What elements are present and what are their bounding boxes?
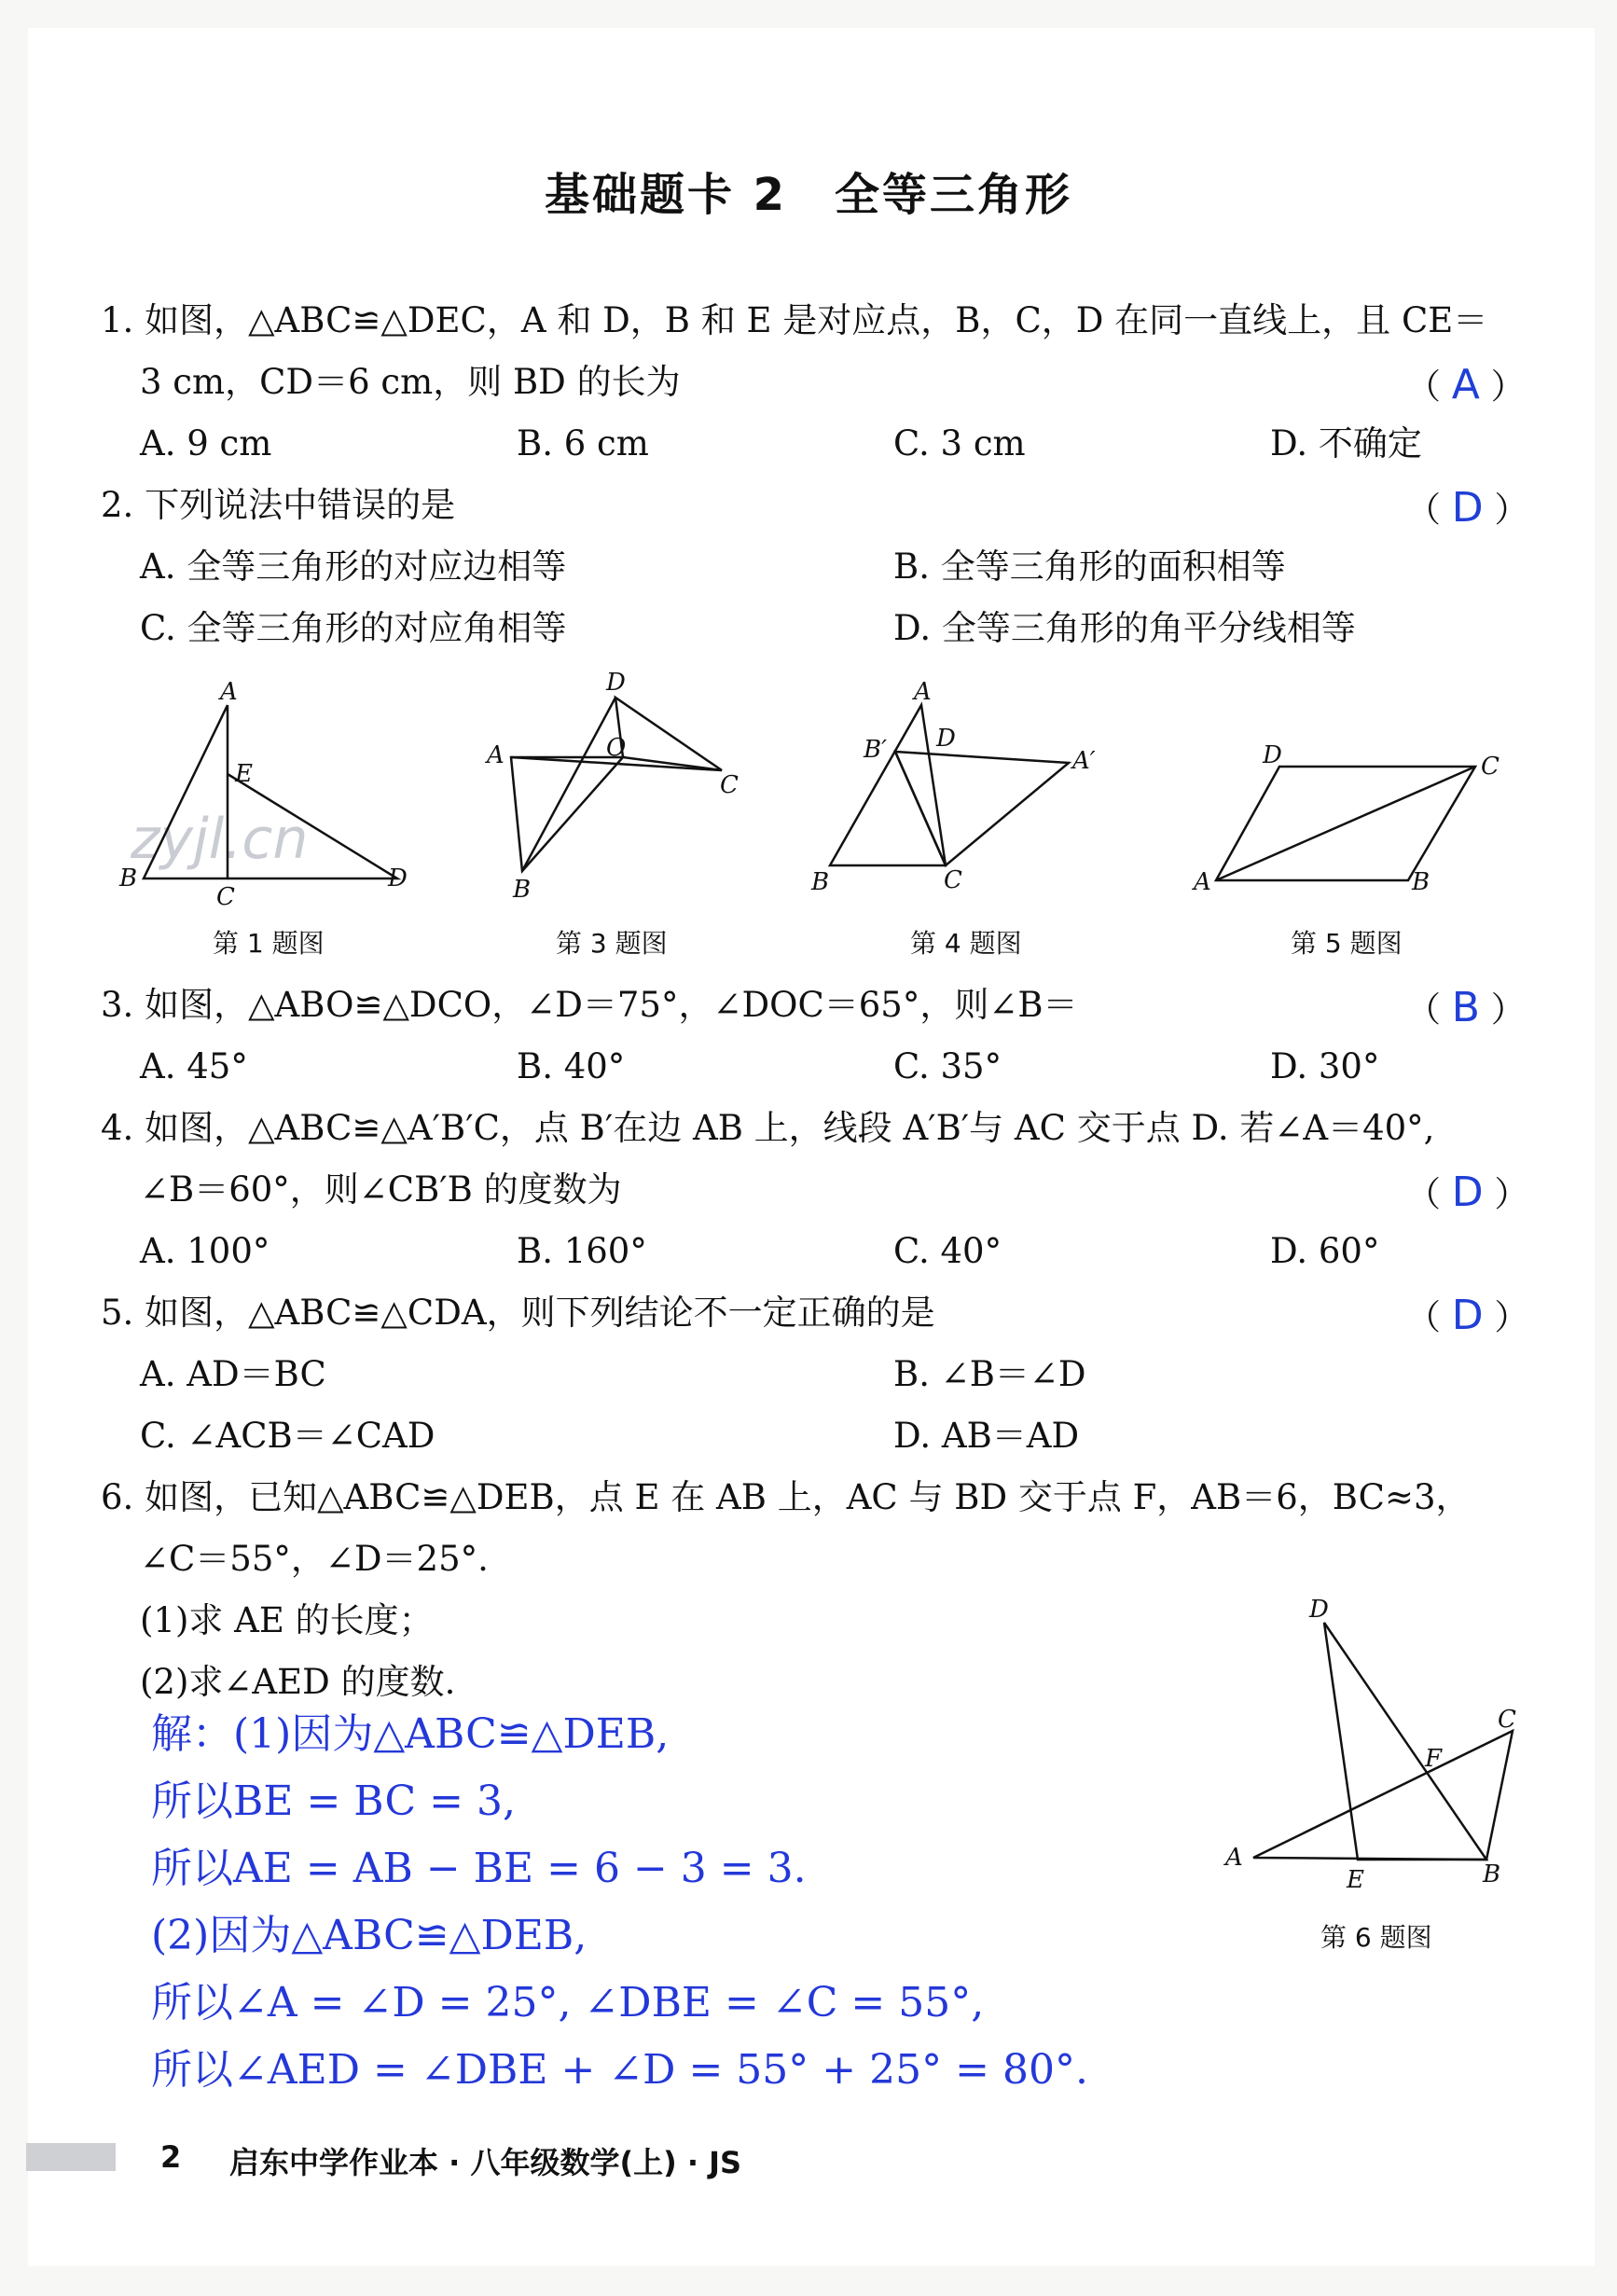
triangle-abc bbox=[830, 705, 946, 865]
figure-4-caption: 第 4 题图 bbox=[910, 928, 1022, 959]
answer-letter: B bbox=[1451, 984, 1480, 1031]
label-b: B bbox=[119, 864, 138, 892]
q5-option-b: B. ∠B＝∠D bbox=[893, 1354, 1086, 1394]
question-1-answer: （ A ） bbox=[1406, 361, 1526, 408]
answer-letter: D bbox=[1451, 484, 1484, 532]
q3-option-b: B. 40° bbox=[517, 1046, 626, 1086]
question-6-line2: ∠C＝55°，∠D＝25°. bbox=[140, 1539, 489, 1579]
label-a-prime: A′ bbox=[1072, 747, 1096, 775]
question-1-line2: 3 cm，CD＝6 cm，则 BD 的长为 bbox=[140, 362, 681, 402]
label-c: C bbox=[720, 771, 739, 799]
solution-line-5: 所以∠A = ∠D = 25°, ∠DBE = ∠C = 55°, bbox=[151, 1979, 985, 2026]
figure-6 bbox=[1212, 1585, 1529, 1893]
figure-4 bbox=[802, 671, 1119, 914]
question-3-line1: 3. 如图，△ABO≌△DCO，∠D＝75°，∠DOC＝65°，则∠B＝ bbox=[101, 985, 1078, 1025]
question-6-line1: 6. 如图，已知△ABC≌△DEB，点 E 在 AB 上，AC 与 BD 交于点 F，AB＝6，BC≈3， bbox=[101, 1477, 1471, 1517]
answer-letter: D bbox=[1451, 1169, 1484, 1216]
label-b: B bbox=[811, 868, 830, 896]
q4-option-b: B. 160° bbox=[517, 1231, 647, 1271]
label-d: D bbox=[1263, 741, 1282, 769]
question-1-line1: 1. 如图，△ABC≌△DEC，A 和 D，B 和 E 是对应点，B，C，D 在同一直线上，且 CE＝ bbox=[101, 300, 1488, 340]
q1-option-d: D. 不确定 bbox=[1270, 423, 1422, 463]
figure-3-caption: 第 3 题图 bbox=[556, 928, 668, 959]
watermark: zyjl.cn bbox=[131, 807, 309, 872]
solution-line-4: (2)因为△ABC≌△DEB, bbox=[151, 1912, 587, 1959]
label-c: C bbox=[1481, 753, 1500, 781]
triangle-dco bbox=[615, 698, 722, 770]
label-e: E bbox=[1347, 1866, 1364, 1893]
question-4-line1: 4. 如图，△ABC≌△A′B′C，点 B′在边 AB 上，线段 A′B′与 AC 交于点 D. 若∠A＝40°, bbox=[101, 1108, 1435, 1148]
label-c: C bbox=[216, 883, 235, 911]
answer-letter: D bbox=[1451, 1292, 1484, 1339]
q5-option-a: A. AD＝BC bbox=[140, 1354, 326, 1394]
q2-option-d: D. 全等三角形的角平分线相等 bbox=[893, 608, 1356, 648]
solution-line-1: 解：(1)因为△ABC≌△DEB, bbox=[151, 1710, 670, 1758]
figure-5-caption: 第 5 题图 bbox=[1291, 928, 1403, 959]
figure-3 bbox=[466, 662, 774, 914]
question-5-line1: 5. 如图，△ABC≌△CDA，则下列结论不一定正确的是 bbox=[101, 1293, 935, 1333]
solution-line-3: 所以AE = AB − BE = 6 − 3 = 3. bbox=[151, 1845, 807, 1892]
figure-5 bbox=[1175, 737, 1529, 905]
triangle-deb bbox=[1324, 1623, 1486, 1860]
segment-bd bbox=[522, 698, 615, 871]
book-title: 启东中学作业本 · 八年级数学(上) · JS bbox=[229, 2145, 742, 2180]
question-5-answer: （ D ） bbox=[1406, 1292, 1529, 1339]
figure-6-caption: 第 6 题图 bbox=[1320, 1922, 1432, 1953]
label-d: D bbox=[606, 669, 626, 697]
q5-option-c: C. ∠ACB＝∠CAD bbox=[140, 1416, 435, 1456]
footer-gray-bar bbox=[26, 2143, 116, 2171]
page-number: 2 bbox=[160, 2139, 182, 2175]
solution-line-6: 所以∠AED = ∠DBE + ∠D = 55° + 25° = 80°. bbox=[151, 2046, 1088, 2094]
label-a: A bbox=[487, 741, 504, 769]
q4-option-d: D. 60° bbox=[1270, 1231, 1380, 1271]
question-4-answer: （ D ） bbox=[1406, 1169, 1529, 1216]
q2-option-c: C. 全等三角形的对应角相等 bbox=[140, 608, 567, 648]
solution-line-2: 所以BE = BC = 3, bbox=[151, 1777, 516, 1825]
q4-option-c: C. 40° bbox=[893, 1231, 1002, 1271]
q3-option-c: C. 35° bbox=[893, 1046, 1002, 1086]
label-b: B bbox=[513, 876, 532, 904]
q2-option-b: B. 全等三角形的面积相等 bbox=[893, 546, 1286, 587]
question-6-sub1: (1)求 AE 的长度； bbox=[140, 1600, 434, 1640]
figure-1 bbox=[112, 671, 429, 914]
q2-option-a: A. 全等三角形的对应边相等 bbox=[140, 546, 567, 587]
triangle-abo bbox=[511, 757, 623, 871]
label-c: C bbox=[944, 866, 962, 894]
answer-letter: A bbox=[1451, 361, 1480, 408]
question-6-sub2: (2)求∠AED 的度数. bbox=[140, 1662, 456, 1702]
q1-option-b: B. 6 cm bbox=[517, 423, 649, 463]
q3-option-d: D. 30° bbox=[1270, 1046, 1380, 1086]
label-e: E bbox=[235, 760, 253, 788]
question-4-line2: ∠B＝60°，则∠CB′B 的度数为 bbox=[140, 1169, 622, 1210]
label-a: A bbox=[1194, 868, 1211, 896]
q3-option-a: A. 45° bbox=[140, 1046, 248, 1086]
label-b: B bbox=[1412, 868, 1430, 896]
question-3-answer: （ B ） bbox=[1406, 984, 1526, 1031]
question-2-line1: 2. 下列说法中错误的是 bbox=[101, 485, 456, 525]
question-2-answer: （ D ） bbox=[1406, 484, 1529, 532]
label-d: D bbox=[936, 725, 956, 753]
figure-1-caption: 第 1 题图 bbox=[213, 928, 325, 959]
label-a: A bbox=[1225, 1844, 1243, 1872]
page-title: 基础题卡 2 全等三角形 bbox=[544, 169, 1073, 221]
diagonal-ac bbox=[1216, 767, 1475, 880]
label-a: A bbox=[914, 678, 932, 706]
label-b-prime: B′ bbox=[864, 736, 888, 764]
label-f: F bbox=[1425, 1745, 1443, 1773]
q5-option-d: D. AB＝AD bbox=[893, 1416, 1080, 1456]
label-c: C bbox=[1498, 1706, 1516, 1734]
q1-option-c: C. 3 cm bbox=[893, 423, 1026, 463]
label-a: A bbox=[220, 678, 238, 706]
q4-option-a: A. 100° bbox=[140, 1231, 270, 1271]
label-o: O bbox=[606, 734, 627, 762]
q1-option-a: A. 9 cm bbox=[140, 423, 272, 463]
label-b: B bbox=[1483, 1860, 1501, 1888]
label-d: D bbox=[388, 864, 408, 892]
label-d: D bbox=[1309, 1596, 1329, 1624]
